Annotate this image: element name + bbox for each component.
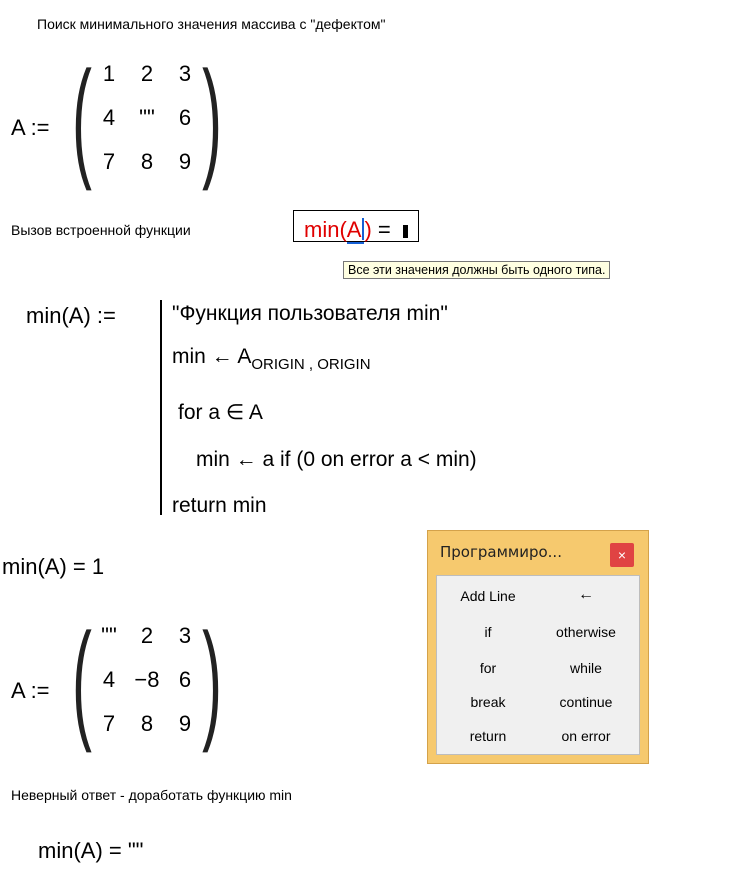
return-button[interactable]: return (469, 728, 507, 744)
builtin-call-region[interactable] (293, 210, 419, 242)
left-paren: ( (72, 606, 92, 753)
assign-expr: min ← A (172, 345, 252, 368)
program-line-5[interactable]: return min (172, 494, 267, 517)
program-line-1[interactable]: "Функция пользователя min" (172, 302, 448, 325)
matrix-cell: 9 (178, 149, 192, 174)
right-paren: ) (202, 606, 222, 753)
programming-toolbar[interactable] (427, 530, 649, 764)
matrix-cell: 8 (140, 149, 154, 174)
matrix-cell: 7 (102, 149, 116, 174)
matrix-cell: 4 (102, 105, 116, 130)
builtin-label: Вызов встроенной функции (11, 222, 191, 238)
matrix-cell: 3 (178, 623, 192, 648)
program-line-3[interactable]: for a ∈ A (178, 401, 263, 424)
program-line-4[interactable]: min ← a if (0 on error a < min) (196, 448, 477, 471)
toolbar-title[interactable]: Программиро... (440, 543, 562, 561)
error-tooltip: Все эти значения должны быть одного типа. (343, 261, 610, 279)
continue-button[interactable]: continue (559, 694, 613, 710)
matrix-cell: 9 (178, 711, 192, 736)
program-def: min(A) := (26, 303, 116, 328)
matrix-cell: −8 (134, 667, 160, 692)
toolbar-buttons (436, 575, 640, 755)
paren-open: ( (339, 217, 347, 242)
matrix-cell: "" (139, 105, 155, 130)
local-assign-button[interactable]: ← (578, 586, 594, 603)
matrix2-lhs: A := (11, 678, 50, 703)
matrix-cell: 6 (178, 667, 192, 692)
matrix2[interactable] (60, 606, 234, 753)
close-icon[interactable]: × (610, 543, 634, 567)
on-error-button[interactable]: on error (561, 728, 611, 744)
builtin-fn-name: min (304, 217, 340, 242)
index-subscript: ORIGIN , ORIGIN (251, 356, 371, 373)
matrix-cell: 6 (178, 105, 192, 130)
matrix1[interactable] (60, 44, 234, 191)
otherwise-button[interactable]: otherwise (556, 624, 616, 640)
right-paren: ) (202, 44, 222, 191)
matrix-cell: 8 (140, 711, 154, 736)
paren-close: ) (364, 217, 372, 242)
matrix1-lhs: A := (11, 115, 50, 140)
heading-text: Поиск минимального значения массива с "дефектом" (37, 16, 386, 32)
matrix-cell: 3 (178, 61, 192, 86)
program-line-2[interactable] (172, 345, 371, 373)
matrix-cell: 2 (140, 623, 154, 648)
builtin-arg[interactable]: A (347, 217, 365, 244)
matrix-cell: 1 (102, 61, 116, 86)
matrix2-grid (90, 614, 204, 746)
result-placeholder[interactable] (403, 225, 408, 238)
matrix1-grid (90, 52, 204, 184)
matrix-cell: 2 (140, 61, 154, 86)
matrix-cell: "" (101, 623, 117, 648)
for-button[interactable]: for (479, 660, 497, 676)
program-bar (160, 300, 162, 515)
result1[interactable]: min(A) = 1 (2, 554, 105, 579)
equals-sign: = (371, 217, 397, 242)
matrix-cell: 7 (102, 711, 116, 736)
while-button[interactable]: while (570, 660, 602, 676)
matrix-cell: 4 (102, 667, 116, 692)
note2-text: Неверный ответ - доработать функцию min (11, 787, 292, 803)
left-paren: ( (72, 44, 92, 191)
result2[interactable]: min(A) = "" (38, 838, 144, 863)
if-button[interactable]: if (484, 624, 492, 640)
break-button[interactable]: break (470, 694, 506, 710)
add-line-button[interactable]: Add Line (460, 588, 516, 604)
